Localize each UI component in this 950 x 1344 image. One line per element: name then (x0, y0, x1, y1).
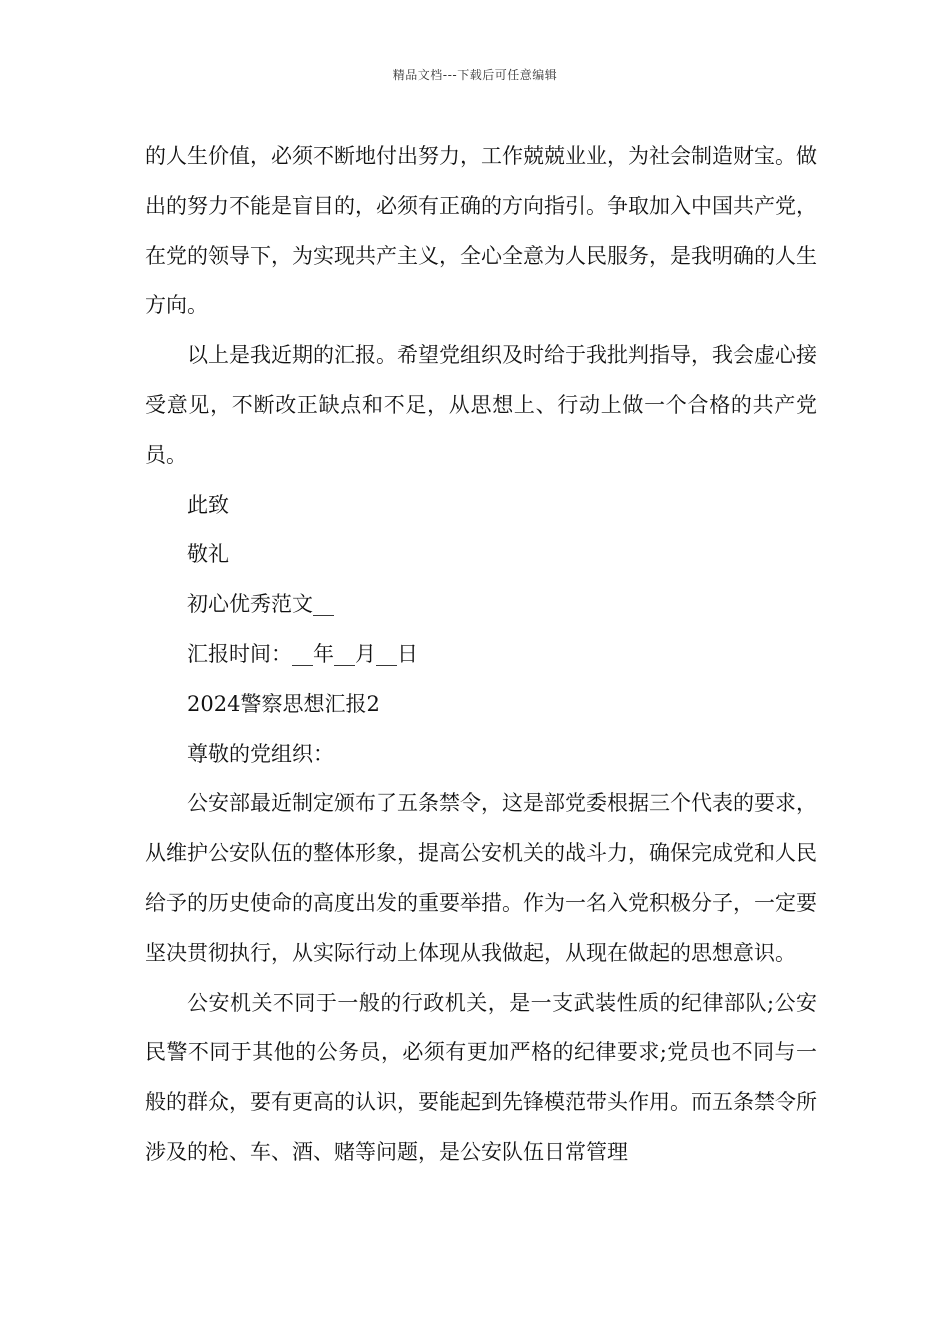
salutation: 尊敬的党组织： (187, 741, 334, 766)
paragraph-report-summary: 以上是我近期的汇报。希望党组织及时给于我批判指导，我会虚心接受意见，不断改正缺点和不足，从思想上、行动上做一个合格的共产党员。 (145, 343, 817, 467)
paragraph-discipline: 公安机关不同于一般的行政机关，是一支武装性质的纪律部队;公安民警不同于其他的公务员，必须有更加严格的纪律要求;党员也不同与一般的群众，要有更高的认识，要能起到先锋模范带头作用。而五条禁令所涉及的枪、车、酒、赌等问题，是公安队伍日常管理 (145, 990, 817, 1164)
signature-line: 初心优秀范文__ (187, 592, 334, 617)
paragraph-continuation: 的人生价值，必须不断地付出努力，工作兢兢业业，为社会制造财宝。做出的努力不能是盲目的，必须有正确的方向指引。争取加入中国共产党，在党的领导下，为实现共产主义，全心全意为人民服务，是我明确的人生方向。 (145, 144, 817, 318)
section-title: 2024警察思想汇报2 (187, 691, 380, 716)
report-date-line: 汇报时间：__年__月__日 (187, 641, 418, 666)
document-body (145, 132, 817, 1178)
page-header: 精品文档---下载后可任意编辑 (392, 68, 558, 82)
closing-cizhi: 此致 (187, 492, 229, 517)
closing-jingli: 敬礼 (187, 542, 229, 567)
paragraph-five-prohibitions: 公安部最近制定颁布了五条禁令，这是部党委根据三个代表的要求，从维护公安队伍的整体形象，提高公安机关的战斗力，确保完成党和人民给予的历史使命的高度出发的重要举措。作为一名入党积极分子，一定要坚决贯彻执行，从实际行动上体现从我做起，从现在做起的思想意识。 (145, 791, 817, 965)
